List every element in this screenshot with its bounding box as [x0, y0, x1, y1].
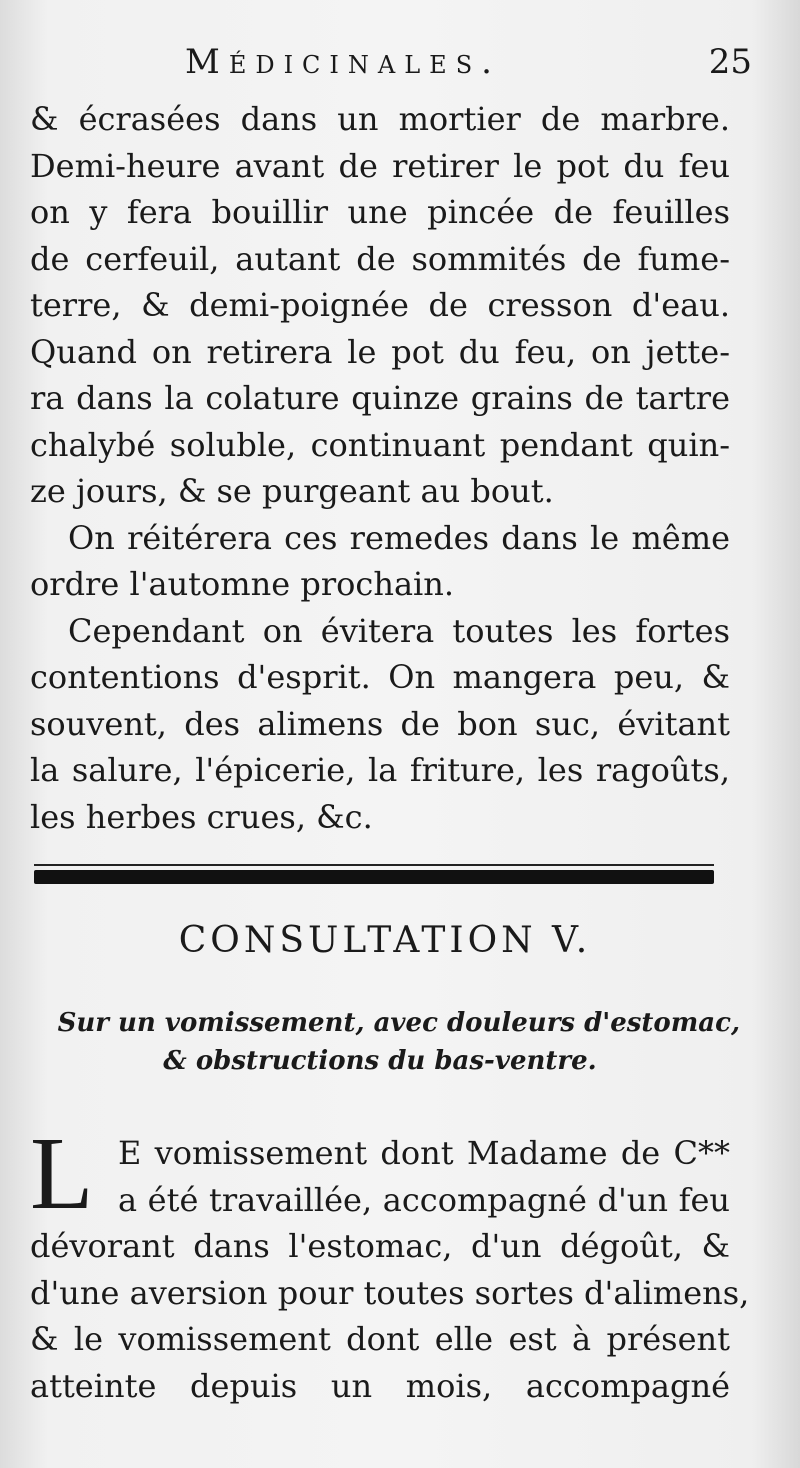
- text-line: & le vomissement dont elle est à présent: [30, 1320, 730, 1358]
- text-line: Quand on retirera le pot du feu, on jette-: [30, 332, 730, 371]
- text-line: d'une aversion pour toutes sortes d'alimens,: [30, 1273, 750, 1312]
- text-column: [30, 96, 730, 840]
- text-line: ordre l'automne prochain.: [30, 565, 455, 603]
- text-line: terre, & demi-poignée de cresson d'eau.: [30, 286, 730, 324]
- paragraph-continued: [30, 96, 730, 515]
- text-line: E vomissement dont Madame de C**: [118, 1134, 730, 1172]
- paragraph: [30, 515, 730, 608]
- section-subtitle: [20, 1004, 740, 1080]
- page-header: [40, 42, 760, 92]
- paragraph: [30, 608, 730, 841]
- section-divider-rule: [34, 870, 714, 884]
- text-line: contentions d'esprit. On mangera peu, &: [30, 658, 730, 696]
- running-title: Médicinales.: [185, 42, 501, 82]
- text-line: ra dans la colature quinze grains de tartre: [30, 379, 730, 417]
- consultation-body: [30, 1116, 750, 1409]
- text-line: Demi-heure avant de retirer le pot du feu: [30, 146, 730, 185]
- text-line: a été travaillée, accompagné d'un feu: [118, 1180, 730, 1219]
- subtitle-line: Sur un vomissement, avec douleurs d'estomac,: [57, 1008, 740, 1038]
- subtitle-line: & obstructions du bas-ventre.: [163, 1046, 597, 1076]
- page-number: 25: [708, 42, 752, 82]
- section-title: CONSULTATION V.: [178, 920, 592, 961]
- text-line: chalybé soluble, continuant pendant quin-: [30, 425, 730, 464]
- text-line: souvent, des alimens de bon suc, évitant: [30, 704, 730, 743]
- text-line: Cependant on évitera toutes les fortes: [68, 611, 730, 650]
- text-line: dévorant dans l'estomac, d'un dégoût, &: [30, 1227, 730, 1265]
- text-line: les herbes crues, &c.: [30, 797, 373, 836]
- text-line: On réitérera ces remedes dans le même: [68, 518, 730, 557]
- text-line: la salure, l'épicerie, la friture, les ragoûts,: [30, 751, 730, 789]
- text-line: ze jours, & se purgeant au bout.: [30, 472, 554, 510]
- text-line: on y fera bouillir une pincée de feuilles: [30, 193, 730, 231]
- drop-cap: L: [30, 1116, 94, 1231]
- text-line: & écrasées dans un mortier de marbre.: [30, 100, 730, 138]
- text-line: de cerfeuil, autant de sommités de fume-: [30, 239, 730, 278]
- text-line: atteinte depuis un mois, accompagné: [30, 1366, 730, 1405]
